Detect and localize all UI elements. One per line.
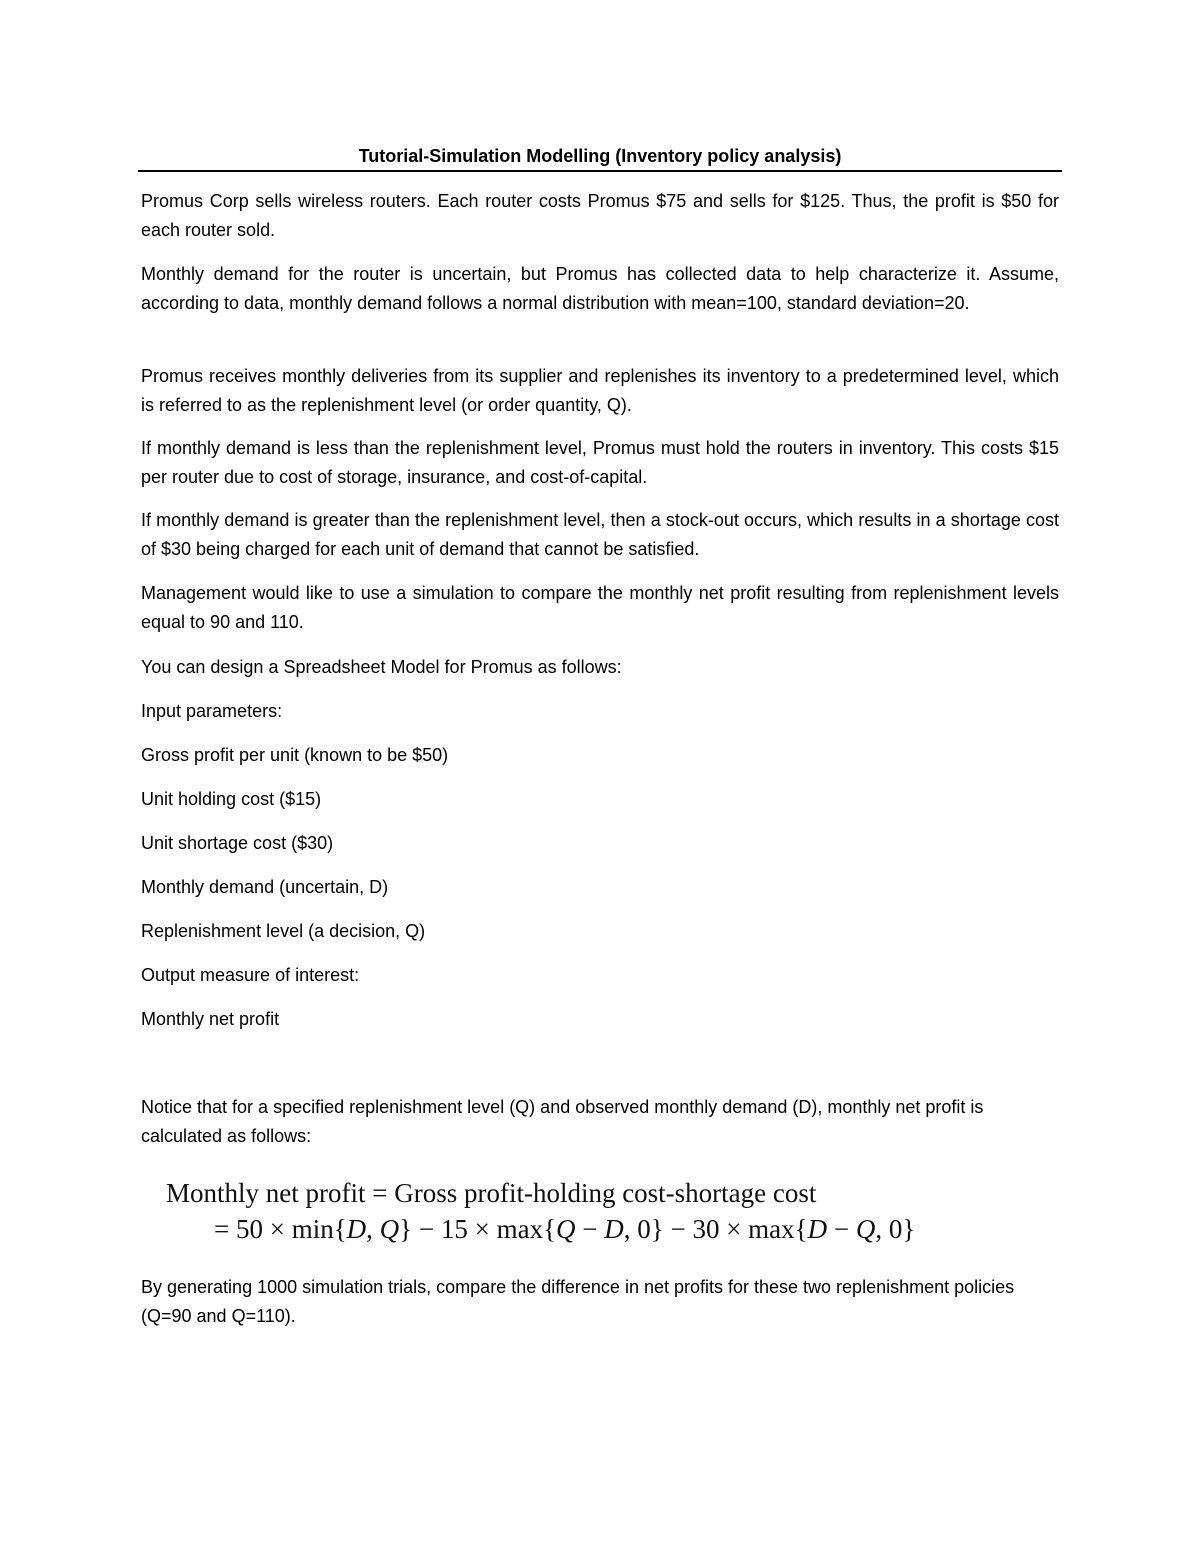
output-heading: Output measure of interest:: [141, 965, 360, 985]
formula-var: Q: [379, 1214, 400, 1244]
document-title: Tutorial-Simulation Modelling (Inventory policy analysis): [358, 146, 842, 166]
formula-text: −: [827, 1214, 856, 1244]
input-item: Unit holding cost ($15): [141, 789, 322, 809]
intro-paragraph: Promus Corp sells wireless routers. Each router costs Promus $75 and sells for $125. Thus, the profit is $50 for each router sold.: [141, 191, 1059, 240]
replenishment-paragraph: Promus receives monthly deliveries from its supplier and replenishes its inventory to a predetermined level, which is referred to as the replenishment level (or order quantity, Q).: [141, 366, 1059, 415]
formula-text: ,: [366, 1214, 380, 1244]
formula-line-1: Monthly net profit = Gross profit-holding cost-shortage cost: [166, 1178, 817, 1208]
formula-text: = 50 × min{: [214, 1214, 347, 1244]
formula-var: D: [346, 1214, 367, 1244]
task-paragraph: By generating 1000 simulation trials, compare the difference in net profits for these two replenishment policies (Q=90 and Q=110).: [141, 1277, 1015, 1326]
formula-text: , 0} − 30 × max{: [623, 1214, 808, 1244]
holding-cost-paragraph: If monthly demand is less than the replenishment level, Promus must hold the routers in inventory. This costs $15 per router due to cost of storage, insurance, and cost-of-capital.: [141, 438, 1059, 487]
demand-paragraph: Monthly demand for the router is uncertain, but Promus has collected data to help characterize it. Assume, according to data, monthly demand follows a normal distribution with mean=100, standard deviation=20.: [141, 264, 1059, 313]
title-underline: [138, 170, 1062, 172]
management-paragraph: Management would like to use a simulation to compare the monthly net profit resulting from replenishment levels equal to 90 and 110.: [141, 583, 1059, 632]
input-item: Replenishment level (a decision, Q): [141, 921, 426, 941]
design-intro: You can design a Spreadsheet Model for Promus as follows:: [141, 657, 622, 677]
input-item: Unit shortage cost ($30): [141, 833, 334, 853]
notice-paragraph: Notice that for a specified replenishment level (Q) and observed monthly demand (D), monthly net profit is calculated as follows:: [141, 1097, 984, 1146]
formula-line-2: [214, 1212, 915, 1246]
formula-text: } − 15 × max{: [399, 1214, 557, 1244]
input-item: Monthly demand (uncertain, D): [141, 877, 389, 897]
formula-text: −: [575, 1214, 605, 1244]
formula-var: Q: [855, 1214, 876, 1244]
formula-var: D: [604, 1214, 624, 1244]
formula-text: , 0}: [875, 1214, 916, 1244]
input-item: Gross profit per unit (known to be $50): [141, 745, 449, 765]
formula-var: D: [807, 1214, 828, 1244]
shortage-cost-paragraph: If monthly demand is greater than the replenishment level, then a stock-out occurs, which results in a shortage cost of $30 being charged for each unit of demand that cannot be satisfied.: [141, 510, 1059, 559]
formula-var: Q: [556, 1214, 576, 1244]
input-heading: Input parameters:: [141, 701, 283, 721]
output-item: Monthly net profit: [141, 1009, 280, 1029]
